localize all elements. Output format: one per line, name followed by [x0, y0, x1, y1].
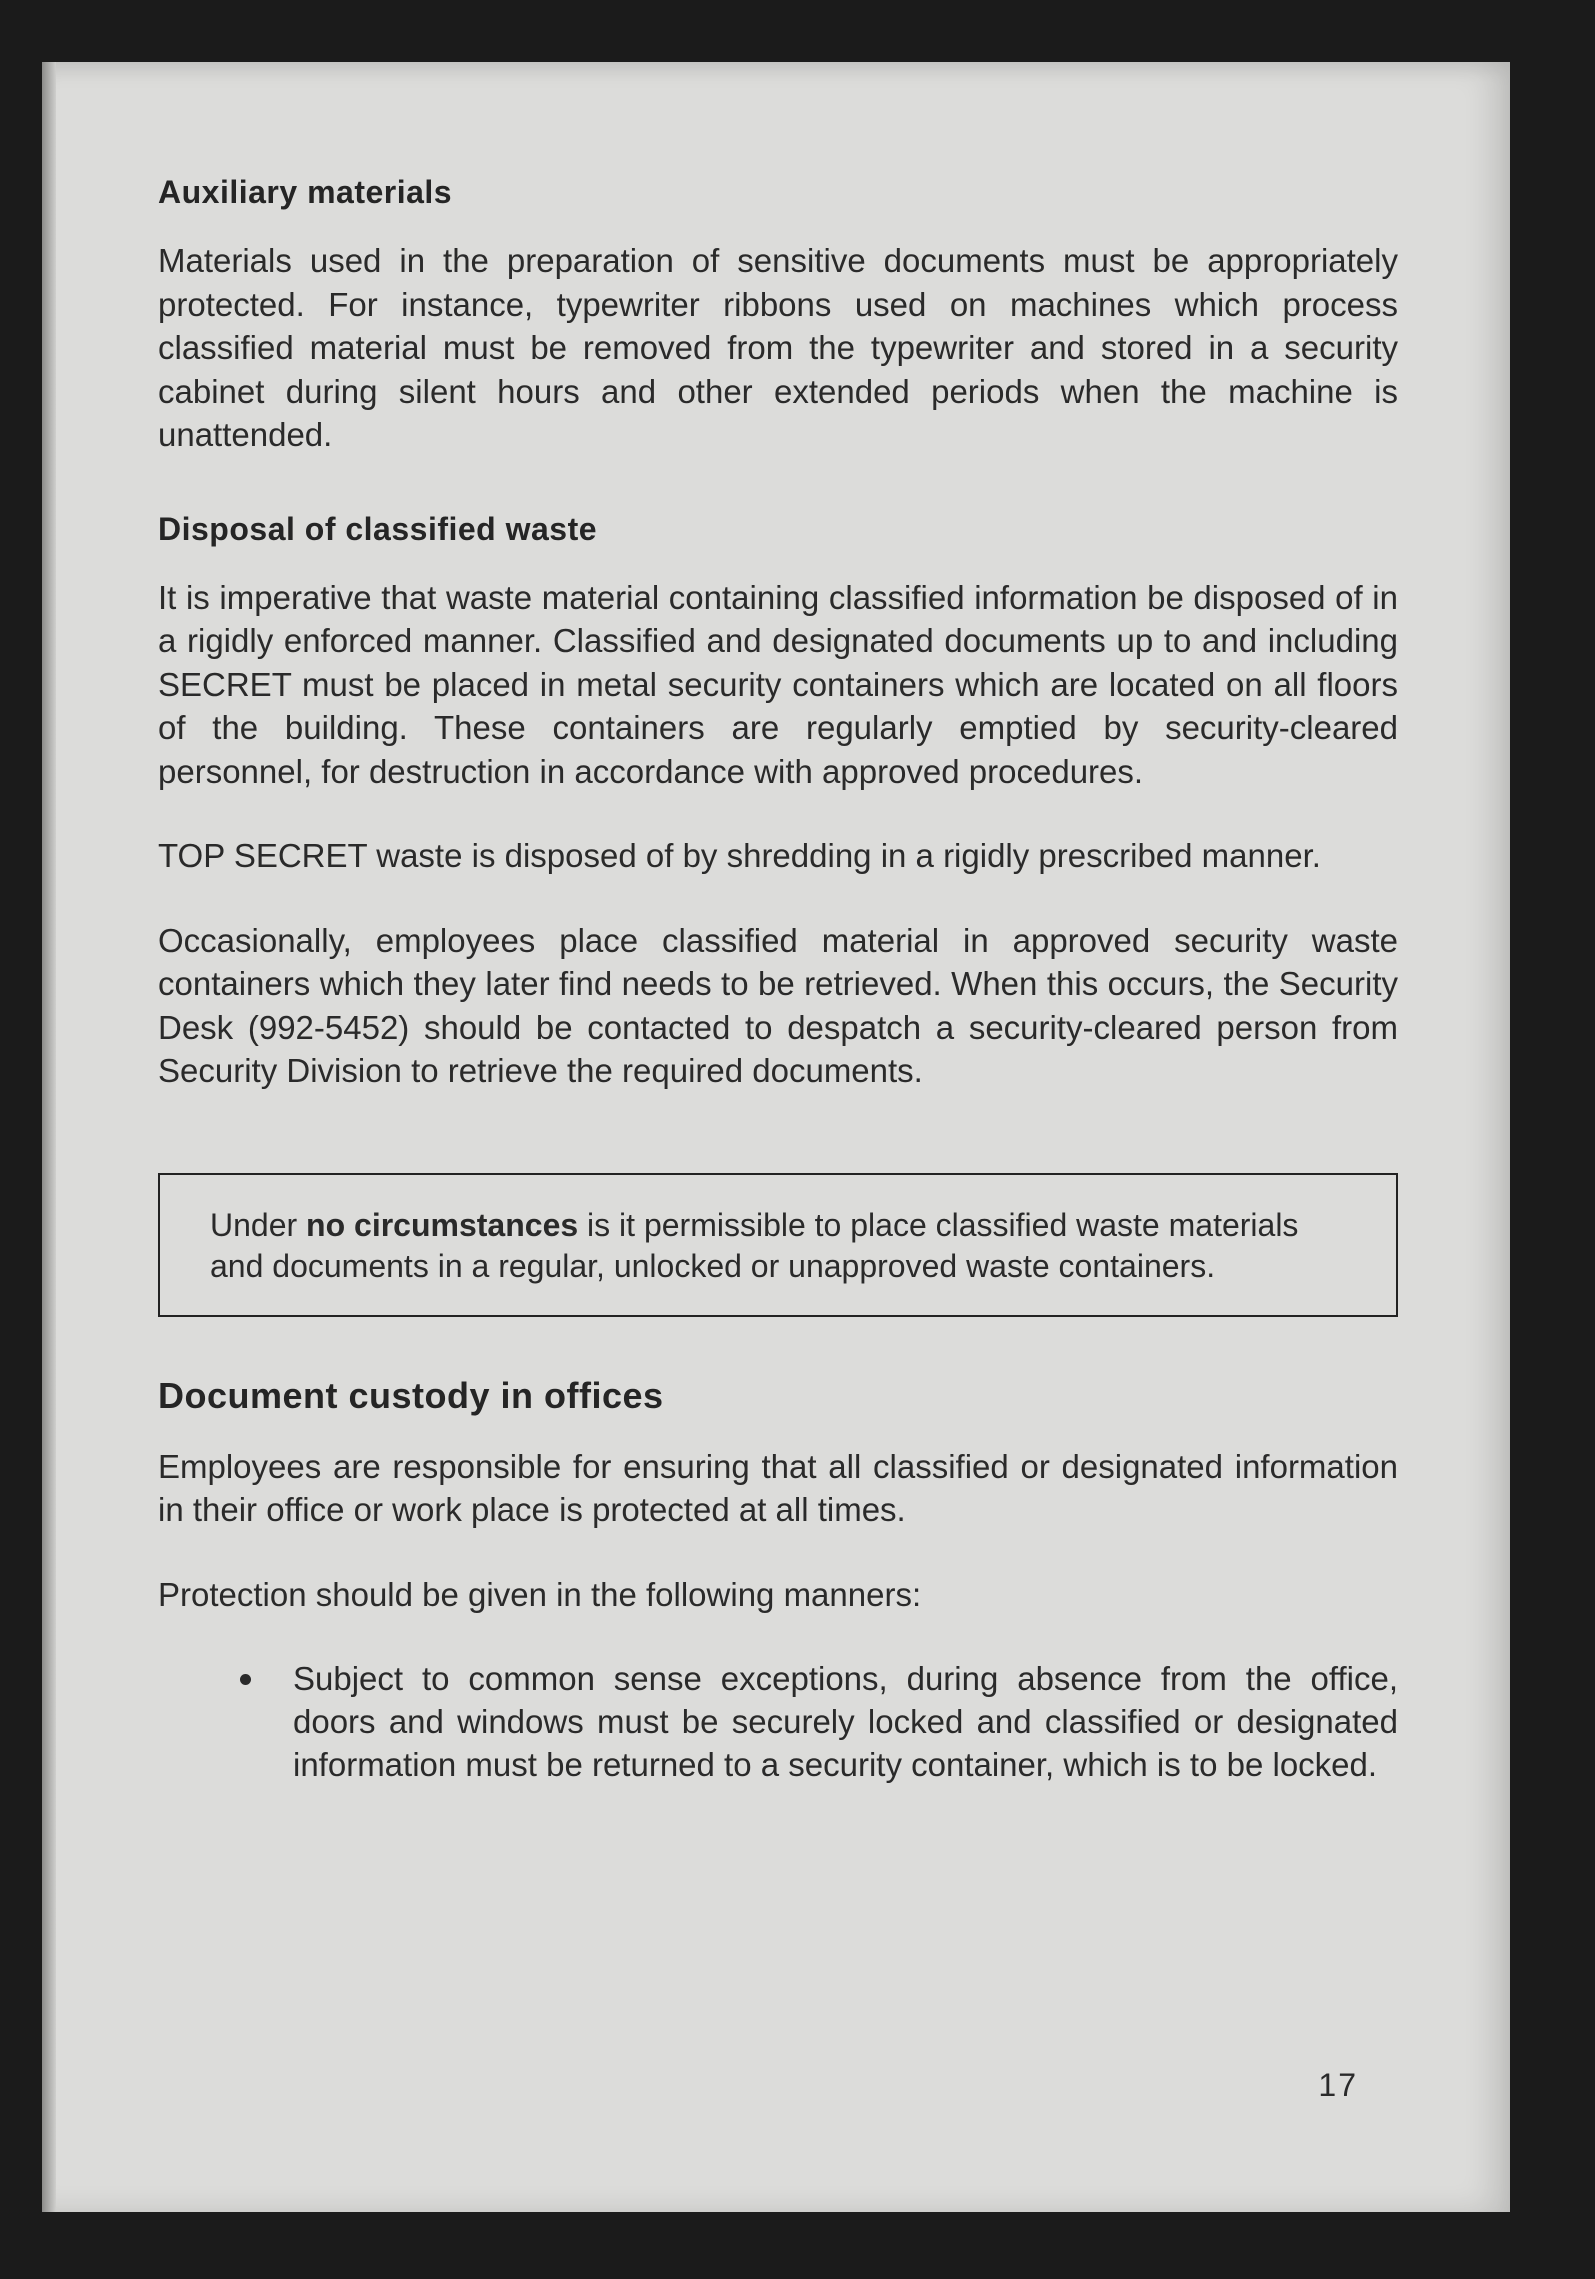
- document-page: [42, 62, 1510, 2212]
- paragraph: Materials used in the preparation of sensitive documents must be appropriately protected. For instance, typewriter ribbons used on machines which process classified material must be removed from the typewriter and stored in a security cabinet during silent hours and other extended periods when the machine is unattended.: [158, 242, 1398, 453]
- section-heading: Auxiliary materials: [158, 174, 453, 210]
- bullet-icon: [240, 1674, 251, 1685]
- list-item-text: Subject to common sense exceptions, during absence from the office, doors and windows must be securely locked and classified or designated information must be returned to a security container, which is to be locked.: [293, 1660, 1398, 1783]
- page-binding-edge: [42, 62, 56, 2212]
- list-item: [158, 1657, 1398, 1786]
- paragraph: TOP SECRET waste is disposed of by shredding in a rigidly prescribed manner.: [158, 837, 1321, 874]
- notice-emphasis: no circumstances: [306, 1206, 579, 1243]
- notice-text: [210, 1205, 1346, 1287]
- notice-box: [158, 1173, 1398, 1317]
- notice-prefix: Under: [210, 1206, 307, 1243]
- section-auxiliary-materials: [158, 174, 1398, 457]
- section-heading: Disposal of classified waste: [158, 510, 598, 547]
- section-disposal-of-classified-waste: [158, 511, 1398, 1093]
- paragraph: Employees are responsible for ensuring that all classified or designated information in their office or work place is protected at all times.: [158, 1447, 1398, 1528]
- page-content: [158, 174, 1398, 1786]
- paragraph: It is imperative that waste material containing classified information be disposed of in a rigidly enforced manner. Classified and designated documents up to and including SECRET must be placed in metal security containers which are located on all floors of the building. These containers are regularly emptied by security-cleared personnel, for destruction in accordance with approved procedures.: [158, 578, 1398, 790]
- page-number: 17: [1318, 2067, 1358, 2103]
- section-document-custody: [158, 1375, 1398, 1787]
- section-heading: Document custody in offices: [158, 1374, 664, 1416]
- paragraph: Occasionally, employees place classified material in approved security waste containers which they later find needs to be retrieved. When this occurs, the Security Desk (992-5452) should be contacted to despatch a security-cleared person from Security Division to retrieve the required documents.: [158, 921, 1398, 1089]
- paragraph: Protection should be given in the following manners:: [158, 1575, 922, 1613]
- bullet-list: [158, 1657, 1398, 1786]
- notice-suffix: is it permissible to place classified waste materials and documents in a regular, unlocked or unapproved waste containers.: [210, 1206, 1299, 1284]
